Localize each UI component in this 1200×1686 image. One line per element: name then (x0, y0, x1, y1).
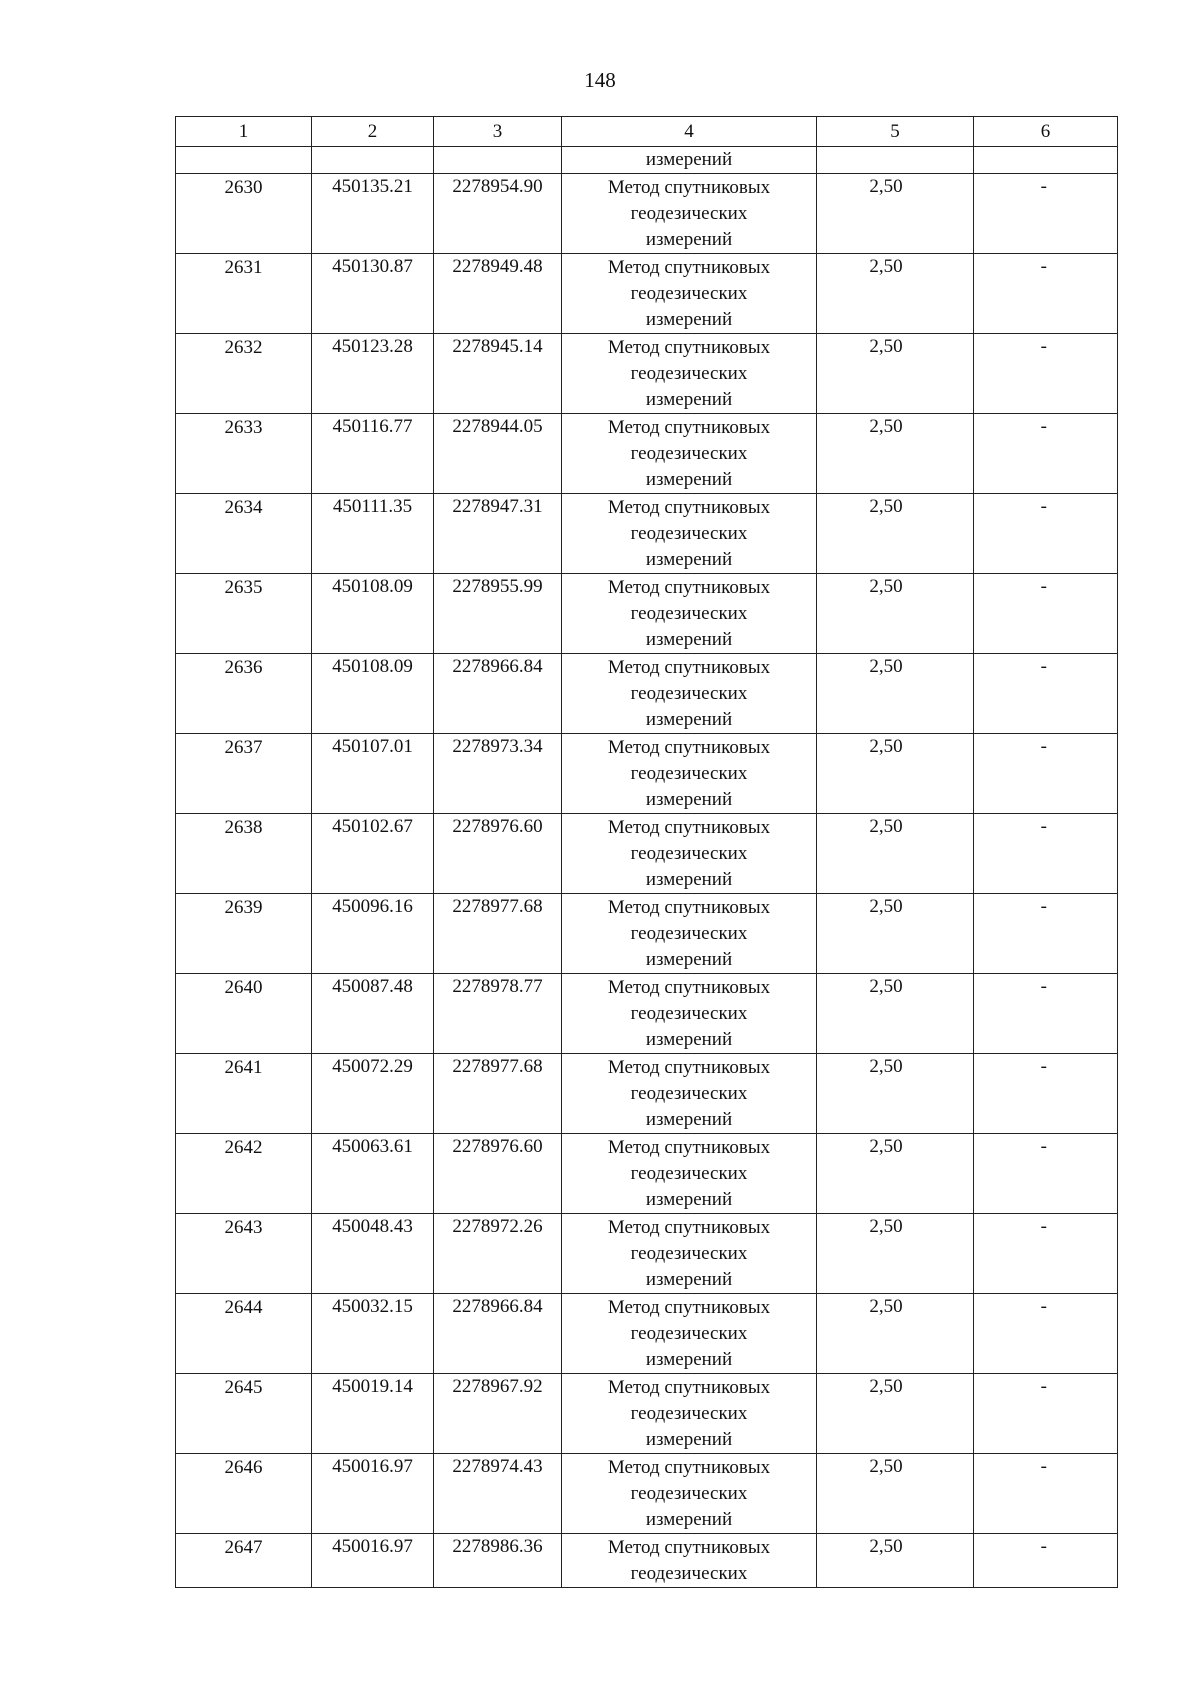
y-coordinate-cell: 2278955.99 (434, 574, 562, 654)
point-number-cell: 2644 (176, 1294, 312, 1374)
table-row (176, 894, 1118, 974)
y-coordinate-cell: 2278977.68 (434, 894, 562, 974)
page-number: 148 (584, 68, 616, 92)
method-line: Метод спутниковых (607, 177, 771, 198)
accuracy-cell: 2,50 (817, 1294, 974, 1374)
continuation-row (176, 147, 1118, 174)
x-coordinate-cell: 450016.97 (312, 1454, 434, 1534)
method-line: геодезических (630, 1243, 748, 1264)
method-cell (562, 174, 817, 254)
point-number-cell: 2643 (176, 1214, 312, 1294)
method-cell (562, 894, 817, 974)
column-header-5: 5 (817, 117, 974, 147)
column-header-4: 4 (562, 117, 817, 147)
point-number-cell: 2632 (176, 334, 312, 414)
method-line: измерений (645, 309, 733, 330)
note-cell: - (974, 414, 1118, 494)
x-coordinate-cell: 450087.48 (312, 974, 434, 1054)
accuracy-cell: 2,50 (817, 1534, 974, 1588)
method-line: измерений (645, 709, 733, 730)
accuracy-cell: 2,50 (817, 1454, 974, 1534)
note-cell: - (974, 1054, 1118, 1134)
table-row (176, 574, 1118, 654)
note-cell: - (974, 1134, 1118, 1214)
y-coordinate-cell: 2278972.26 (434, 1214, 562, 1294)
point-number-cell: 2642 (176, 1134, 312, 1214)
method-cell (562, 574, 817, 654)
note-cell: - (974, 974, 1118, 1054)
table-row (176, 414, 1118, 494)
method-line: Метод спутниковых (607, 1217, 771, 1238)
method-line: геодезических (630, 203, 748, 224)
table-row (176, 1134, 1118, 1214)
y-coordinate-cell: 2278973.34 (434, 734, 562, 814)
point-number-cell: 2641 (176, 1054, 312, 1134)
table-row (176, 174, 1118, 254)
note-cell: - (974, 734, 1118, 814)
method-line: геодезических (630, 1403, 748, 1424)
y-coordinate-cell: 2278954.90 (434, 174, 562, 254)
method-cell (562, 494, 817, 574)
x-coordinate-cell: 450111.35 (312, 494, 434, 574)
x-coordinate-cell: 450102.67 (312, 814, 434, 894)
column-header-1: 1 (176, 117, 312, 147)
note-cell: - (974, 254, 1118, 334)
table-row (176, 1374, 1118, 1454)
point-number-cell: 2630 (176, 174, 312, 254)
method-line: геодезических (630, 1563, 748, 1584)
method-line: измерений (645, 1349, 733, 1370)
method-line: геодезических (630, 843, 748, 864)
accuracy-cell: 2,50 (817, 974, 974, 1054)
method-line: Метод спутниковых (607, 497, 771, 518)
point-number-cell: 2634 (176, 494, 312, 574)
table-row (176, 1214, 1118, 1294)
y-coordinate-cell: 2278976.60 (434, 814, 562, 894)
accuracy-cell: 2,50 (817, 574, 974, 654)
method-line: Метод спутниковых (607, 657, 771, 678)
method-line: Метод спутниковых (607, 1537, 771, 1558)
method-cell (562, 734, 817, 814)
continuation-method-cell: измерений (562, 147, 817, 174)
x-coordinate-cell: 450072.29 (312, 1054, 434, 1134)
method-line: геодезических (630, 1083, 748, 1104)
note-cell: - (974, 814, 1118, 894)
x-coordinate-cell: 450116.77 (312, 414, 434, 494)
table-cell (817, 147, 974, 174)
table-row (176, 1454, 1118, 1534)
point-number-cell: 2636 (176, 654, 312, 734)
y-coordinate-cell: 2278966.84 (434, 654, 562, 734)
table-cell (434, 147, 562, 174)
note-cell: - (974, 174, 1118, 254)
note-cell: - (974, 1454, 1118, 1534)
y-coordinate-cell: 2278947.31 (434, 494, 562, 574)
method-line: геодезических (630, 603, 748, 624)
method-line: измерений (645, 789, 733, 810)
point-number-cell: 2647 (176, 1534, 312, 1588)
note-cell: - (974, 1374, 1118, 1454)
method-line: измерений (645, 1509, 733, 1530)
method-cell (562, 974, 817, 1054)
method-line: Метод спутниковых (607, 257, 771, 278)
method-cell (562, 654, 817, 734)
table-header-row (176, 117, 1118, 147)
x-coordinate-cell: 450048.43 (312, 1214, 434, 1294)
y-coordinate-cell: 2278976.60 (434, 1134, 562, 1214)
note-cell: - (974, 494, 1118, 574)
note-cell: - (974, 894, 1118, 974)
note-cell: - (974, 654, 1118, 734)
column-header-3: 3 (434, 117, 562, 147)
accuracy-cell: 2,50 (817, 1214, 974, 1294)
accuracy-cell: 2,50 (817, 1054, 974, 1134)
x-coordinate-cell: 450123.28 (312, 334, 434, 414)
method-line: Метод спутниковых (607, 1057, 771, 1078)
method-cell (562, 1374, 817, 1454)
method-line: измерений (645, 389, 733, 410)
method-line: измерений (645, 1109, 733, 1130)
method-line: геодезических (630, 363, 748, 384)
column-header-6: 6 (974, 117, 1118, 147)
table-row (176, 254, 1118, 334)
method-cell (562, 414, 817, 494)
y-coordinate-cell: 2278967.92 (434, 1374, 562, 1454)
note-cell: - (974, 1214, 1118, 1294)
method-line: геодезических (630, 523, 748, 544)
point-number-cell: 2645 (176, 1374, 312, 1454)
method-cell (562, 1454, 817, 1534)
point-number-cell: 2637 (176, 734, 312, 814)
method-line: Метод спутниковых (607, 1297, 771, 1318)
note-cell: - (974, 334, 1118, 414)
table-cell (312, 147, 434, 174)
method-line: Метод спутниковых (607, 1137, 771, 1158)
method-line: измерений (645, 469, 733, 490)
point-number-cell: 2635 (176, 574, 312, 654)
method-line: Метод спутниковых (607, 577, 771, 598)
y-coordinate-cell: 2278974.43 (434, 1454, 562, 1534)
table-cell (176, 147, 312, 174)
accuracy-cell: 2,50 (817, 334, 974, 414)
method-line: геодезических (630, 1323, 748, 1344)
coordinates-table (175, 116, 1118, 1588)
method-line: Метод спутниковых (607, 1377, 771, 1398)
table-row (176, 1054, 1118, 1134)
method-line: измерений (645, 629, 733, 650)
note-cell: - (974, 574, 1118, 654)
point-number-cell: 2631 (176, 254, 312, 334)
accuracy-cell: 2,50 (817, 654, 974, 734)
table-row (176, 1534, 1118, 1588)
y-coordinate-cell: 2278945.14 (434, 334, 562, 414)
method-cell (562, 1054, 817, 1134)
x-coordinate-cell: 450108.09 (312, 574, 434, 654)
table-row (176, 1294, 1118, 1374)
accuracy-cell: 2,50 (817, 494, 974, 574)
y-coordinate-cell: 2278977.68 (434, 1054, 562, 1134)
method-line: Метод спутниковых (607, 737, 771, 758)
method-cell (562, 334, 817, 414)
x-coordinate-cell: 450096.16 (312, 894, 434, 974)
method-line: геодезических (630, 443, 748, 464)
accuracy-cell: 2,50 (817, 174, 974, 254)
method-cell (562, 1534, 817, 1588)
method-line: Метод спутниковых (607, 417, 771, 438)
method-line: геодезических (630, 1163, 748, 1184)
x-coordinate-cell: 450135.21 (312, 174, 434, 254)
method-cell (562, 1294, 817, 1374)
method-line: геодезических (630, 923, 748, 944)
accuracy-cell: 2,50 (817, 414, 974, 494)
method-line: измерений (645, 869, 733, 890)
y-coordinate-cell: 2278949.48 (434, 254, 562, 334)
x-coordinate-cell: 450016.97 (312, 1534, 434, 1588)
x-coordinate-cell: 450032.15 (312, 1294, 434, 1374)
point-number-cell: 2633 (176, 414, 312, 494)
y-coordinate-cell: 2278978.77 (434, 974, 562, 1054)
table-row (176, 494, 1118, 574)
table-row (176, 334, 1118, 414)
method-line: геодезических (630, 283, 748, 304)
x-coordinate-cell: 450063.61 (312, 1134, 434, 1214)
point-number-cell: 2638 (176, 814, 312, 894)
accuracy-cell: 2,50 (817, 734, 974, 814)
method-line: геодезических (630, 763, 748, 784)
x-coordinate-cell: 450108.09 (312, 654, 434, 734)
method-cell (562, 1134, 817, 1214)
method-cell (562, 814, 817, 894)
method-line: измерений (645, 549, 733, 570)
point-number-cell: 2639 (176, 894, 312, 974)
column-header-2: 2 (312, 117, 434, 147)
method-line: измерений (645, 1269, 733, 1290)
accuracy-cell: 2,50 (817, 1374, 974, 1454)
accuracy-cell: 2,50 (817, 814, 974, 894)
method-line: измерений (645, 949, 733, 970)
method-cell (562, 254, 817, 334)
method-line: Метод спутниковых (607, 1457, 771, 1478)
note-cell: - (974, 1294, 1118, 1374)
table-cell (974, 147, 1118, 174)
method-line: Метод спутниковых (607, 817, 771, 838)
method-line: измерений (645, 229, 733, 250)
method-line: Метод спутниковых (607, 337, 771, 358)
point-number-cell: 2640 (176, 974, 312, 1054)
method-line: измерений (645, 1189, 733, 1210)
table-row (176, 654, 1118, 734)
x-coordinate-cell: 450130.87 (312, 254, 434, 334)
table-row (176, 974, 1118, 1054)
method-cell (562, 1214, 817, 1294)
method-line: геодезических (630, 1483, 748, 1504)
y-coordinate-cell: 2278986.36 (434, 1534, 562, 1588)
table-row (176, 734, 1118, 814)
accuracy-cell: 2,50 (817, 1134, 974, 1214)
accuracy-cell: 2,50 (817, 894, 974, 974)
accuracy-cell: 2,50 (817, 254, 974, 334)
y-coordinate-cell: 2278966.84 (434, 1294, 562, 1374)
method-line: измерений (645, 1029, 733, 1050)
note-cell: - (974, 1534, 1118, 1588)
x-coordinate-cell: 450107.01 (312, 734, 434, 814)
y-coordinate-cell: 2278944.05 (434, 414, 562, 494)
table-row (176, 814, 1118, 894)
method-line: геодезических (630, 683, 748, 704)
method-line: геодезических (630, 1003, 748, 1024)
point-number-cell: 2646 (176, 1454, 312, 1534)
method-line: Метод спутниковых (607, 897, 771, 918)
method-line: Метод спутниковых (607, 977, 771, 998)
method-line: измерений (645, 1429, 733, 1450)
x-coordinate-cell: 450019.14 (312, 1374, 434, 1454)
